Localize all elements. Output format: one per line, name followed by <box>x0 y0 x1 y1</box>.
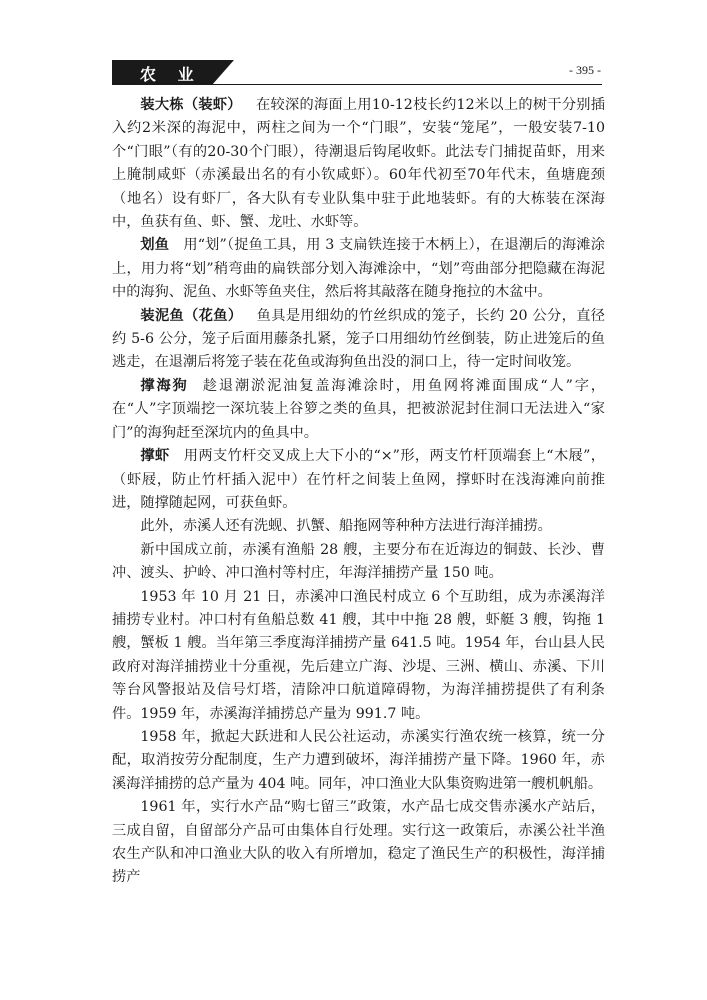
paragraph <box>112 234 605 304</box>
paragraph <box>112 586 605 726</box>
paragraph-text: 1953 年 10 月 21 日，赤溪冲口渔民村成立 6 个互助组，成为赤溪海洋捕捞专业村。冲口村有鱼船总数 41 艘，其中中拖 28 艘，虾艇 3 艘，钩拖 1 艘，蟹板 1 艘。当年第三季度海洋捕捞产量 641.5 吨。1954 年，台山县人民政府对海洋捕捞业十分重视，先后建立广海、沙堤、三洲、横山、赤溪、下川等台风警报站及信号灯塔，清除冲口航道障碍物，为海洋捕捞提供了有利条件。1959 年，赤溪海洋捕捞总产量为 991.7 吨。 <box>112 588 605 722</box>
paragraph <box>112 726 605 796</box>
paragraph <box>112 305 605 375</box>
paragraph-text: 鱼具是用细幼的竹丝织成的笼子，长约 20 公分，直径约 5-6 公分，笼子后面用藤条扎紧，笼子口用细幼竹丝倒装，防止进笼后的鱼逃走，在退潮后将笼子装在花鱼或海狗鱼出没的洞口上，待一定时间收笼。 <box>112 307 605 371</box>
paragraph-text: 新中国成立前，赤溪有渔船 28 艘，主要分布在近海边的铜鼓、长沙、曹冲、渡头、护岭、冲口渔村等村庄，年海洋捕捞产量 150 吨。 <box>112 541 605 582</box>
paragraph <box>112 539 605 586</box>
paragraph-text: 用两支竹杆交叉成上大下小的“×”形，两支竹杆顶端套上“木屐”，（虾屐，防止竹杆插入泥中）在竹杆之间装上鱼网，撑虾时在浅海滩向前推进，随撑随起网，可获鱼虾。 <box>112 448 605 511</box>
paragraph-text: 此外，赤溪人还有洗蚬、扒蟹、船拖网等种种方法进行海洋捕捞。 <box>140 518 552 535</box>
paragraph <box>112 445 605 515</box>
section-header-tab <box>112 60 212 85</box>
document-body <box>112 94 605 890</box>
paragraph-term: 撑虾 <box>140 448 170 465</box>
paragraph <box>112 796 605 890</box>
paragraph-term: 划鱼 <box>140 237 170 254</box>
section-title: 农 业 <box>140 65 202 84</box>
paragraph-term: 装大栋（装虾） <box>140 97 242 113</box>
paragraph <box>112 515 605 538</box>
paragraph-text: 1961 年，实行水产品“购七留三”政策，水产品七成交售赤溪水产站后，三成自留，自留部分产品可由集体自行处理。实行这一政策后，赤溪公社半渔农生产队和冲口渔业大队的收入有所增加，稳定了渔民生产的积极性，海洋捕捞产 <box>112 799 605 886</box>
page-number: - 395 - <box>569 63 601 77</box>
paragraph-text: 趁退潮淤泥油复盖海滩涂时，用鱼网将滩面围成“人”字，在“人”字顶端挖一深坑装上谷箩之类的鱼具，把被淤泥封住洞口无法进入“家门”的海狗赶至深坑内的鱼具中。 <box>112 377 605 441</box>
header-divider <box>112 84 602 85</box>
paragraph <box>112 375 605 445</box>
paragraph-text: 1958 年，掀起大跃进和人民公社运动，赤溪实行渔农统一核算，统一分配，取消按劳分配制度，生产力遭到破坏，海洋捕捞产量下降。1960 年，赤溪海洋捕捞的总产量为 404 吨。同年，冲口渔业大队集资购进第一艘机帆船。 <box>112 728 605 792</box>
paragraph-term: 装泥鱼（花鱼） <box>140 307 243 324</box>
paragraph-text: 用“划”（捉鱼工具，用 3 支扁铁连接于木柄上），在退潮后的海滩涂上，用力将“划”稍弯曲的扁铁部分划入海滩涂中，“划”弯曲部分把隐藏在海泥中的海狗、泥鱼、水虾等鱼夹住，然后将其敲落在随身拖拉的木盆中。 <box>112 237 605 301</box>
paragraph-term: 撑海狗 <box>140 377 189 394</box>
paragraph-text: 在较深的海面上用10-12枝长约12米以上的树干分别插入约2米深的海泥中，两柱之间为一个“门眼”，安装“笼尾”，一般安装7-10个“门眼”（有的20-30个门眼），待潮退后钩尾收虾。此法专门捕捉苗虾，用来上腌制咸虾（赤溪最出名的有小钦咸虾）。60年代初至70年代末，鱼塘鹿颈（地名）设有虾厂，各大队有专业队集中驻于此地装虾。有的大栋装在深海中，鱼获有鱼、虾、蟹、龙吐、水虾等。 <box>112 97 605 231</box>
paragraph <box>112 94 605 234</box>
